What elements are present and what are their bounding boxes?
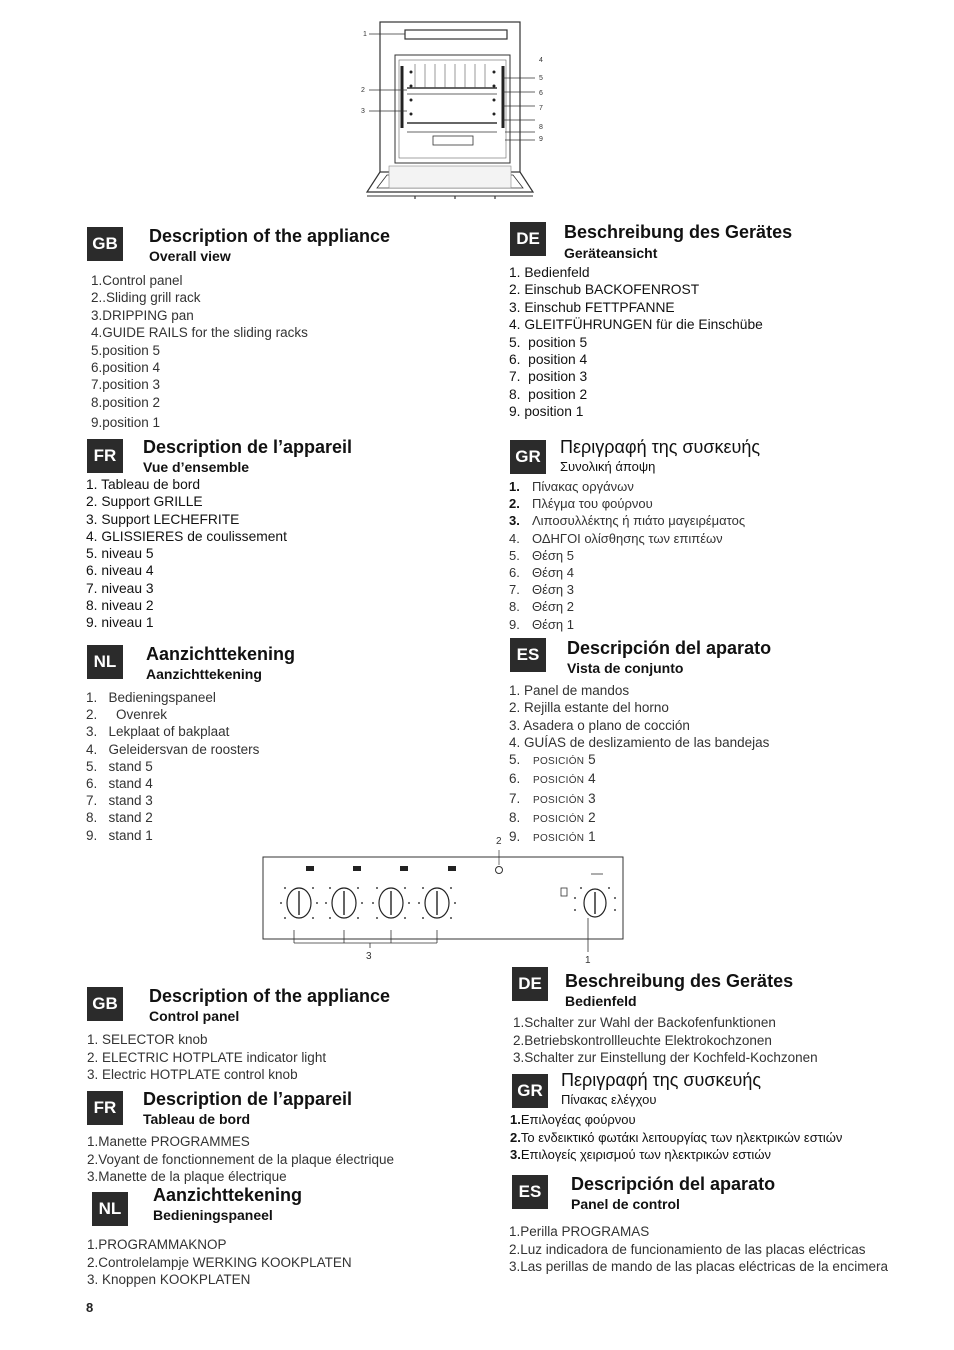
section-title: Description de l’appareil: [143, 437, 353, 457]
nl-overview-list: [86, 689, 259, 844]
lang-badge-nl: NL: [92, 1192, 128, 1226]
section-subtitle: Control panel: [149, 1008, 240, 1024]
fr-overview-list: [86, 476, 287, 632]
list-item: 1. Tableau de bord: [86, 477, 201, 492]
list-item: 3.Schalter zur Einstellung der Kochfeld-Kochzonen: [513, 1050, 818, 1065]
list-item: 3. Knoppen KOOKPLATEN: [87, 1272, 251, 1287]
section-title: Beschreibung des Gerätes: [564, 222, 793, 242]
list-item: 3. Electric HOTPLATE control knob: [87, 1067, 298, 1082]
lang-badge-gb: GB: [87, 227, 123, 261]
section-subtitle: Overall view: [149, 248, 231, 264]
list-item: 1.Control panel: [91, 273, 183, 288]
oven-callout-5: 5: [539, 75, 543, 82]
list-item: 1.Perilla PROGRAMAS: [509, 1224, 650, 1239]
list-item: 7.position 3: [91, 377, 161, 393]
section-subtitle: Πίνακας ελέγχου: [561, 1092, 657, 1107]
list-item: 4. GUÍAS de deslizamiento de las bandejas: [509, 734, 770, 750]
gb-panel-list: [87, 1031, 326, 1084]
lang-badge-fr: FR: [87, 439, 123, 473]
list-item: 3. Einschub FETTPFANNE: [509, 299, 675, 315]
fr-panel-list: [87, 1133, 394, 1186]
es-overview-list: [509, 682, 769, 848]
panel-callout-1: 1: [585, 955, 591, 966]
list-item: 6. niveau 4: [86, 563, 154, 579]
lang-badge-gb: GB: [87, 987, 123, 1021]
list-item: 9. stand 1: [86, 827, 153, 843]
section-title: Description of the appliance: [149, 986, 391, 1006]
section-subtitle: Vue d’ensemble: [143, 459, 250, 475]
section-subtitle: Bedieningspaneel: [153, 1207, 273, 1223]
page-number: 8: [86, 1300, 94, 1315]
list-item: 5. niveau 5: [86, 546, 154, 562]
list-item: 1.Schalter zur Wahl der Backofenfunktionen: [513, 1015, 776, 1030]
list-item: 1. Bedieningspaneel: [86, 690, 216, 705]
list-item: 7. POSICIÓN 3: [509, 790, 596, 806]
list-item: 8.position 2: [91, 394, 161, 410]
list-item: 2. Ovenrek: [86, 707, 168, 723]
panel-callout-2: 2: [496, 836, 502, 847]
section-title: Περιγραφή της συσκευής: [561, 1070, 762, 1090]
list-item: 5. POSICIÓN 5: [509, 752, 596, 768]
list-item: 4. GLEITFÜHRUNGEN für die Einschübe: [509, 317, 763, 333]
es-panel-list: [509, 1223, 888, 1276]
section-title: Aanzichttekening: [146, 644, 296, 664]
list-item: 3.Manette de la plaque électrique: [87, 1169, 287, 1184]
list-item: 7. position 3: [509, 369, 588, 385]
lang-badge-gr: GR: [510, 440, 546, 474]
panel-callout-3: 3: [366, 951, 372, 962]
list-item: 5. stand 5: [86, 758, 153, 774]
list-item: 3. Support LECHEFRITE: [86, 511, 240, 527]
list-item: 6. position 4: [509, 352, 588, 368]
list-item: 1. Bedienfeld: [509, 265, 590, 280]
list-item: 6.position 4: [91, 360, 161, 376]
list-item: 7. Θέση 3: [509, 582, 575, 598]
section-title: Aanzichttekening: [153, 1185, 303, 1205]
list-item: 4. GLISSIERES de coulissement: [86, 528, 287, 544]
list-item: 8. stand 2: [86, 810, 153, 826]
oven-callout-7: 7: [539, 105, 543, 112]
gr-overview-list: [509, 478, 745, 633]
list-item: 2..Sliding grill rack: [91, 290, 201, 306]
list-item: 2.Το ενδεικτικό φωτάκι λειτουργίας των ηλεκτρικών εστιών: [510, 1129, 843, 1145]
section-subtitle: Vista de conjunto: [567, 660, 684, 676]
list-item: 3. Λιποσυλλέκτης ή πιάτο μαγειρέματος: [509, 513, 746, 529]
section-title: Description de l’appareil: [143, 1089, 353, 1109]
list-item: 4. ΟΔΗΓΟΙ ολίσθησης των επιπέων: [509, 530, 723, 546]
list-item: 9. Θέση 1: [509, 616, 575, 632]
list-item: 5. position 5: [509, 334, 588, 350]
section-title: Περιγραφή της συσκευής: [560, 437, 761, 457]
list-item: 2.Betriebskontrollleuchte Elektrokochzonen: [513, 1032, 772, 1048]
list-item: 8. niveau 2: [86, 598, 154, 614]
oven-callout-3: 3: [361, 108, 365, 115]
list-item: 8. position 2: [509, 386, 588, 402]
list-item: 2. Πλέγμα του φούρνου: [509, 496, 653, 512]
list-item: 8. Θέση 2: [509, 599, 575, 615]
list-item: 1.Επιλογέας φούρνου: [510, 1112, 636, 1127]
lang-badge-nl: NL: [87, 645, 123, 679]
gr-panel-list: [510, 1111, 842, 1164]
section-title: Beschreibung des Gerätes: [565, 971, 794, 991]
section-subtitle: Geräteansicht: [564, 245, 658, 261]
section-title: Descripción del aparato: [567, 638, 772, 658]
list-item: 9. POSICIÓN 1: [509, 829, 596, 845]
list-item: 2. ELECTRIC HOTPLATE indicator light: [87, 1049, 327, 1065]
list-item: 9. position 1: [509, 404, 584, 420]
lang-badge-es: ES: [510, 638, 546, 672]
list-item: 1.PROGRAMMAKNOP: [87, 1237, 227, 1252]
oven-callout-2: 2: [361, 87, 365, 94]
list-item: 2. Support GRILLE: [86, 494, 203, 510]
list-item: 3.Επιλογείς χειρισμού των ηλεκτρικών εστιών: [510, 1147, 771, 1162]
oven-callout-8: 8: [539, 124, 543, 131]
list-item: 1.Manette PROGRAMMES: [87, 1134, 250, 1149]
lang-badge-es: ES: [512, 1175, 548, 1209]
control-panel-diagram: [255, 830, 635, 970]
list-item: 2.Luz indicadora de funcionamiento de las placas eléctricas: [509, 1241, 866, 1257]
list-item: 5. Θέση 5: [509, 547, 575, 563]
lang-badge-de: DE: [510, 222, 546, 256]
oven-diagram: [355, 20, 555, 205]
list-item: 9. niveau 1: [86, 615, 154, 631]
section-title: Description of the appliance: [149, 226, 391, 246]
de-panel-list: [513, 1014, 818, 1067]
oven-callout-4: 4: [539, 57, 543, 64]
section-subtitle: Aanzichttekening: [146, 666, 262, 682]
list-item: 7. niveau 3: [86, 580, 154, 596]
list-item: 1. Panel de mandos: [509, 683, 630, 698]
list-item: 1. SELECTOR knob: [87, 1032, 208, 1047]
list-item: 3. Lekplaat of bakplaat: [86, 724, 230, 740]
list-item: 9.position 1: [91, 415, 161, 431]
list-item: 6. POSICIÓN 4: [509, 771, 596, 787]
list-item: 3.Las perillas de mando de las placas eléctricas de la encimera: [509, 1259, 888, 1274]
oven-callout-1: 1: [363, 31, 367, 38]
list-item: 2.Controlelampje WERKING KOOKPLATEN: [87, 1254, 352, 1270]
lang-badge-fr: FR: [87, 1091, 123, 1125]
lang-badge-gr: GR: [512, 1074, 548, 1108]
lang-badge-de: DE: [512, 967, 548, 1001]
section-subtitle: Συνολική άποψη: [560, 459, 656, 474]
gb-overview-list: [91, 272, 308, 432]
list-item: 1. Πίνακας οργάνων: [509, 479, 634, 494]
list-item: 5.position 5: [91, 342, 161, 358]
oven-callout-9: 9: [539, 136, 543, 143]
list-item: 3.DRIPPING pan: [91, 307, 194, 323]
list-item: 8. POSICIÓN 2: [509, 810, 596, 826]
nl-panel-list: [87, 1236, 352, 1289]
list-item: 2. Einschub BACKOFENROST: [509, 282, 700, 298]
list-item: 3. Asadera o plano de cocción: [509, 717, 690, 733]
oven-callout-6: 6: [539, 90, 543, 97]
list-item: 6. Θέση 4: [509, 565, 575, 581]
list-item: 6. stand 4: [86, 776, 153, 792]
de-overview-list: [509, 264, 763, 421]
section-subtitle: Panel de control: [571, 1196, 680, 1212]
section-subtitle: Tableau de bord: [143, 1111, 251, 1127]
list-item: 4.GUIDE RAILS for the sliding racks: [91, 325, 308, 341]
section-title: Descripción del aparato: [571, 1174, 776, 1194]
list-item: 7. stand 3: [86, 793, 153, 809]
list-item: 4. Geleidersvan de roosters: [86, 741, 260, 757]
list-item: 2.Voyant de fonctionnement de la plaque électrique: [87, 1151, 394, 1167]
section-subtitle: Bedienfeld: [565, 993, 637, 1009]
list-item: 2. Rejilla estante del horno: [509, 700, 669, 716]
